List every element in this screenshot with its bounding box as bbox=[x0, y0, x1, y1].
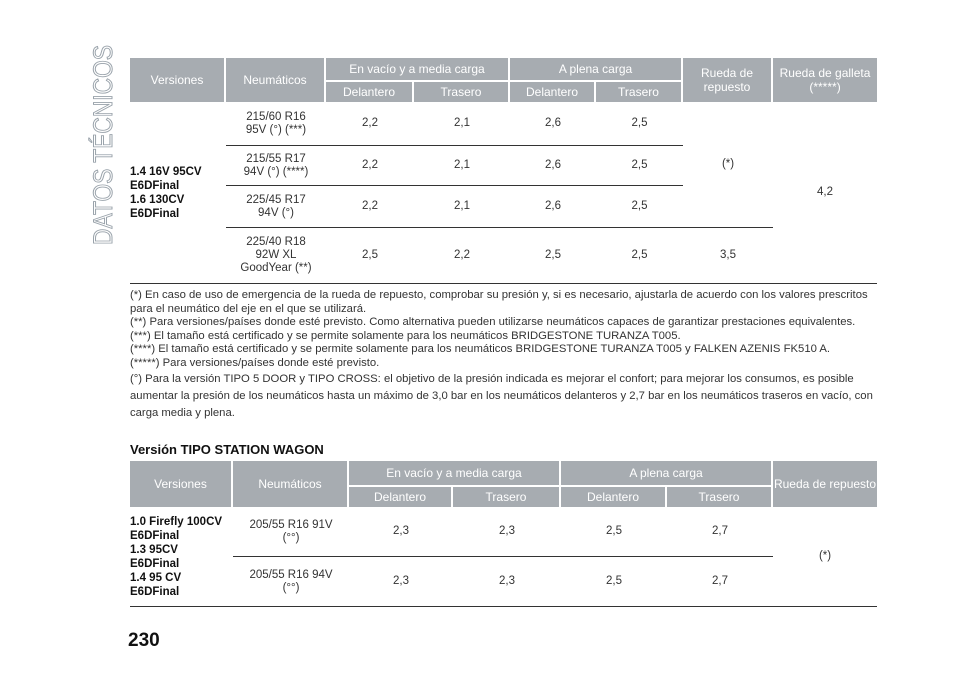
header-wafer-wheel: Rueda de galleta (*****) bbox=[773, 58, 877, 102]
pressure-value: 2,1 bbox=[414, 102, 510, 146]
tyre-size: 205/55 R16 94V bbox=[249, 568, 333, 581]
tyre-size: 205/55 R16 91V bbox=[249, 518, 333, 531]
pressure-value: 2,3 bbox=[349, 557, 453, 607]
tyre-brand: GoodYear (**) bbox=[240, 262, 312, 274]
pressure-value: 2,3 bbox=[453, 557, 561, 607]
spare-value: (*) bbox=[683, 102, 773, 228]
tyre-pressure-table-1 bbox=[130, 58, 877, 284]
footnote: (****) El tamaño está certificado y se permite solamente para los neumáticos BRIDGESTONE TURANZA T005 y FALKEN AZENIS FK510 A. bbox=[130, 343, 831, 356]
pressure-value: 2,2 bbox=[414, 228, 510, 284]
version-line: E6DFinal bbox=[130, 585, 180, 598]
tyre-spec: (°°) bbox=[282, 531, 300, 544]
version-line: 1.0 Firefly 100CV bbox=[130, 515, 223, 528]
pressure-value: 2,1 bbox=[414, 186, 510, 228]
pressure-value: 2,5 bbox=[326, 228, 414, 284]
header-empty-load: En vacío y a media carga bbox=[349, 461, 561, 485]
footnote: (*****) Para versiones/países donde esté previsto. bbox=[130, 356, 380, 369]
pressure-value: 2,5 bbox=[561, 507, 667, 557]
header-full-rear: Trasero bbox=[667, 485, 773, 507]
pressure-value: 2,1 bbox=[414, 146, 510, 186]
header-empty-load: En vacío y a media carga bbox=[326, 58, 510, 80]
tyre-cell bbox=[226, 102, 326, 146]
pressure-value: 2,5 bbox=[596, 146, 683, 186]
pressure-value: 2,2 bbox=[326, 186, 414, 228]
header-full-front: Delantero bbox=[561, 485, 667, 507]
version-line: E6DFinal bbox=[130, 207, 180, 220]
tyre-cell bbox=[226, 186, 326, 228]
header-empty-rear: Trasero bbox=[453, 485, 561, 507]
header-full-front: Delantero bbox=[510, 80, 596, 102]
pressure-value: 2,6 bbox=[510, 102, 596, 146]
pressure-value: 2,5 bbox=[510, 228, 596, 284]
versions-cell bbox=[130, 102, 226, 284]
tyre-cell bbox=[233, 557, 349, 607]
page-number: 230 bbox=[128, 630, 160, 651]
pressure-value: 2,5 bbox=[596, 228, 683, 284]
header-full-rear: Trasero bbox=[596, 80, 683, 102]
header-empty-front: Delantero bbox=[349, 485, 453, 507]
version-line: 1.6 130CV bbox=[130, 193, 185, 206]
header-spare-wheel: Rueda de repuesto bbox=[773, 461, 877, 507]
header-spare-wheel: Rueda de repuesto bbox=[683, 58, 773, 102]
header-tyres: Neumáticos bbox=[233, 461, 349, 507]
version-line: 1.3 95CV bbox=[130, 543, 178, 556]
pressure-value: 2,3 bbox=[453, 507, 561, 557]
footnote: (*) En caso de uso de emergencia de la rueda de repuesto, comprobar su presión y, si es necesario, ajustarla de acuerdo con los valores prescritos para el neumático del eje en el que se utilizará. bbox=[130, 289, 868, 315]
footnote: (**) Para versiones/países donde esté previsto. Como alternativa pueden utilizarse neumáticos capaces de garantizar prestaciones equivalentes. bbox=[130, 316, 856, 329]
version-line: E6DFinal bbox=[130, 529, 180, 542]
wafer-value: 4,2 bbox=[773, 102, 877, 284]
header-tyres: Neumáticos bbox=[226, 58, 326, 102]
tyre-spec: 95V (°) (***) bbox=[245, 123, 307, 136]
pressure-value: 2,7 bbox=[667, 507, 773, 557]
tyre-size: 215/60 R16 bbox=[246, 110, 306, 123]
header-empty-rear: Trasero bbox=[414, 80, 510, 102]
footnote: (°) Para la versión TIPO 5 DOOR y TIPO CROSS: el objetivo de la presión indicada es mejorar el confort; para mejorar los consumos, es posible aumentar la presión de los neumáticos hasta un máximo de 3,0 bar en los neumáticos delanteros y 2,7 bar en los neumáticos traseros en vacío, con carga media y plena. bbox=[130, 372, 873, 419]
tyre-pressure-table-2 bbox=[130, 461, 877, 607]
tyre-cell bbox=[226, 228, 326, 284]
section-side-title bbox=[80, 40, 120, 250]
tyre-size: 225/45 R17 bbox=[246, 193, 306, 206]
pressure-value: 2,6 bbox=[510, 186, 596, 228]
header-versions: Versiones bbox=[130, 461, 233, 507]
pressure-value: 2,5 bbox=[561, 557, 667, 607]
header-full-load: A plena carga bbox=[510, 58, 683, 80]
version-line: 1.4 16V 95CV bbox=[130, 165, 202, 178]
tyre-spec: (°°) bbox=[282, 581, 300, 594]
pressure-value: 2,2 bbox=[326, 146, 414, 186]
footnote: (***) El tamaño está certificado y se permite solamente para los neumáticos BRIDGESTONE TURANZA T005. bbox=[130, 329, 681, 342]
pressure-value: 2,6 bbox=[510, 146, 596, 186]
tyre-size: 215/55 R17 bbox=[246, 152, 306, 165]
pressure-value: 2,7 bbox=[667, 557, 773, 607]
tyre-cell bbox=[226, 146, 326, 186]
tyre-size: 225/40 R18 bbox=[246, 236, 306, 248]
tyre-cell bbox=[233, 507, 349, 557]
version-line: E6DFinal bbox=[130, 179, 180, 192]
side-title-text: DATOS TÉCNICOS bbox=[88, 40, 118, 245]
spare-value: 3,5 bbox=[683, 228, 773, 284]
version-line: 1.4 95 CV bbox=[130, 571, 182, 584]
header-empty-front: Delantero bbox=[326, 80, 414, 102]
footnotes bbox=[130, 289, 877, 422]
header-full-load: A plena carga bbox=[561, 461, 773, 485]
version-line: E6DFinal bbox=[130, 557, 180, 570]
tyre-spec: 92W XL bbox=[255, 249, 297, 261]
header-versions: Versiones bbox=[130, 58, 226, 102]
section-title-station-wagon: Versión TIPO STATION WAGON bbox=[130, 442, 324, 457]
pressure-value: 2,5 bbox=[596, 186, 683, 228]
tyre-spec: 94V (°) (****) bbox=[243, 165, 309, 178]
tyre-spec: 94V (°) bbox=[258, 206, 294, 219]
versions-cell bbox=[130, 507, 233, 607]
spare-value: (*) bbox=[773, 507, 877, 607]
pressure-value: 2,3 bbox=[349, 507, 453, 557]
pressure-value: 2,5 bbox=[596, 102, 683, 146]
pressure-value: 2,2 bbox=[326, 102, 414, 146]
